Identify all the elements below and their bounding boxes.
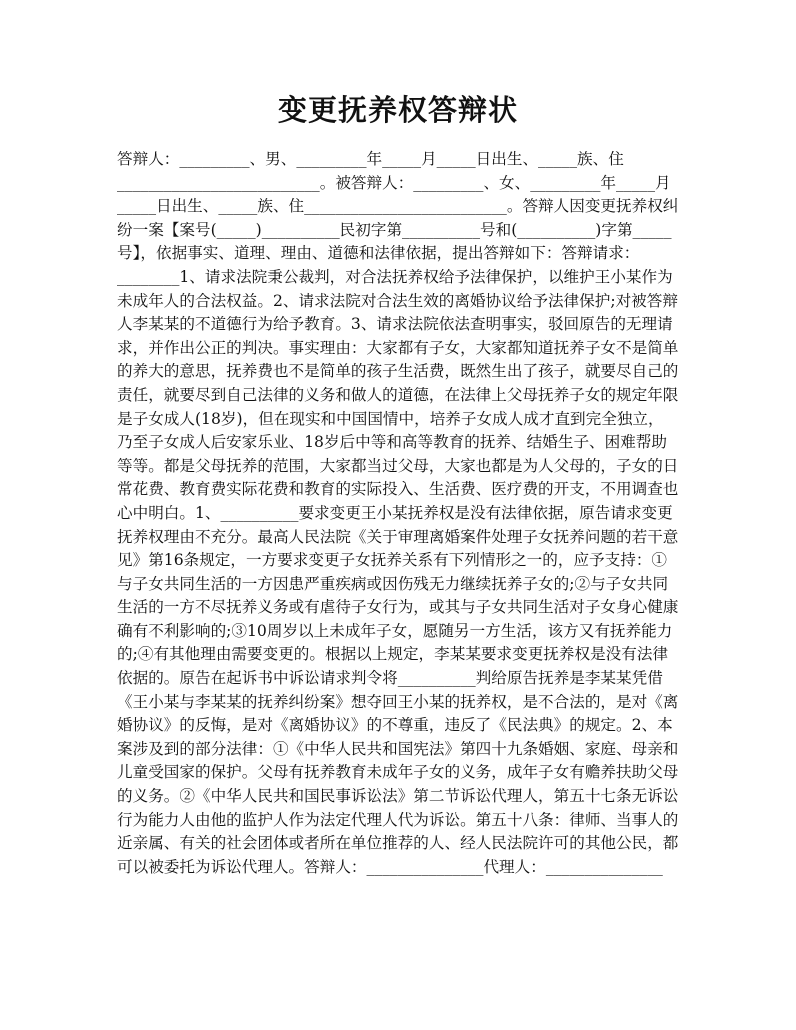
body-line: 生活的一方不尽抚养义务或有虐待子女行为，或其与子女共同生活对子女身心健康 [117,598,679,617]
body-line: 是子女成人(18岁)，但在现实和中国国情中，培养子女成人成才直到完全独立， [117,409,664,428]
body-line: __________________________。被答辩人：_________、女、_________年_____月 [117,173,671,192]
body-line: 确有不利影响的;③10周岁以上未成年子女，愿随另一方生活，该方又有抚养能力 [117,621,673,640]
body-line: ________1、请求法院秉公裁判，对合法抚养权给予法律保护，以维护王小某作为 [117,267,673,286]
body-line: 等等。都是父母抚养的范围，大家都当过父母，大家也都是为人父母的，子女的日 [117,456,679,475]
body-line: 乃至子女成人后安家乐业、18岁后中等和高等教育的抚养、结婚生子、困难帮助 [117,433,668,452]
body-line: 心中明白。1、__________要求变更王小某抚养权是没有法律依据，原告请求变更 [117,503,673,522]
body-line: _____日出生、_____族、住__________________________。答辩人因变更抚养权纠 [117,197,679,216]
body-line: 案涉及到的部分法律：①《中华人民共和国宪法》第四十九条婚姻、家庭、母亲和 [117,739,679,758]
body-line: 近亲属、有关的社会团体或者所在单位推荐的人、经人民法院许可的其他公民，都 [117,834,679,853]
body-line: 行为能力人由他的监护人作为法定代理人代为诉讼。第五十八条：律师、当事人的 [117,810,679,829]
body-line: 的义务。②《中华人民共和国民事诉讼法》第二节诉讼代理人，第五十七条无诉讼 [117,787,679,806]
body-line: 见》第16条规定，一方要求变更子女抚养关系有下列情形之一的，应予支持：① [117,551,668,570]
body-line: 常花费、教育费实际花费和教育的实际投入、生活费、医疗费的开支，不用调查也 [117,480,679,499]
body-line: 纷一案【案号(_____)__________民初字第__________号和(__________)字第_____ [117,220,672,239]
body-line: 号】，依据事实、道理、理由、道德和法律依据，提出答辩如下：答辩请求： [117,244,640,263]
body-line: 儿童受国家的保护。父母有抚养教育未成年子女的义务，成年子女有赡养扶助父母 [117,763,679,782]
body-line: 婚协议》的反悔，是对《离婚协议》的不尊重，违反了《民法典》的规定。2、本 [117,716,673,735]
document-title: 变更抚养权答辩状 [277,93,518,127]
body-line: 求，并作出公正的判决。事实理由：大家都有子女，大家都知道抚养子女不是简单 [117,338,679,357]
body-line: 可以被委托为诉讼代理人。答辩人：_______________代理人：_______________ [117,857,663,876]
body-line: 《王小某与李某某的抚养纠纷案》想夺回王小某的抚养权，是不合法的，是对《离 [117,692,679,711]
body-line: 答辩人：_________、男、_________年_____月_____日出生、_____族、住 [117,150,624,168]
body-line: 依据的。原告在起诉书中诉讼请求判令将__________判给原告抚养是李某某凭借 [117,669,663,688]
body-line: 的;④有其他理由需要变更的。根据以上规定，李某某要求变更抚养权是没有法律 [117,645,669,664]
body-line: 与子女共同生活的一方因患严重疾病或因伤残无力继续抚养子女的;②与子女共同 [117,574,669,593]
body-line: 人李某某的不道德行为给予教育。3、请求法院依法查明事实，驳回原告的无理请 [117,315,673,334]
document-body [117,148,681,879]
body-line: 抚养权理由不充分。最高人民法院《关于审理离婚案件处理子女抚养问题的若干意 [117,527,679,546]
body-line: 未成年人的合法权益。2、请求法院对合法生效的离婚协议给予法律保护;对被答辩 [117,291,678,310]
body-line: 责任，就要尽到自己法律的义务和做人的道德，在法律上父母抚养子女的规定年限 [117,385,679,404]
body-line: 的养大的意思，抚养费也不是简单的孩子生活费，既然生出了孩子，就要尽自己的 [117,362,679,381]
